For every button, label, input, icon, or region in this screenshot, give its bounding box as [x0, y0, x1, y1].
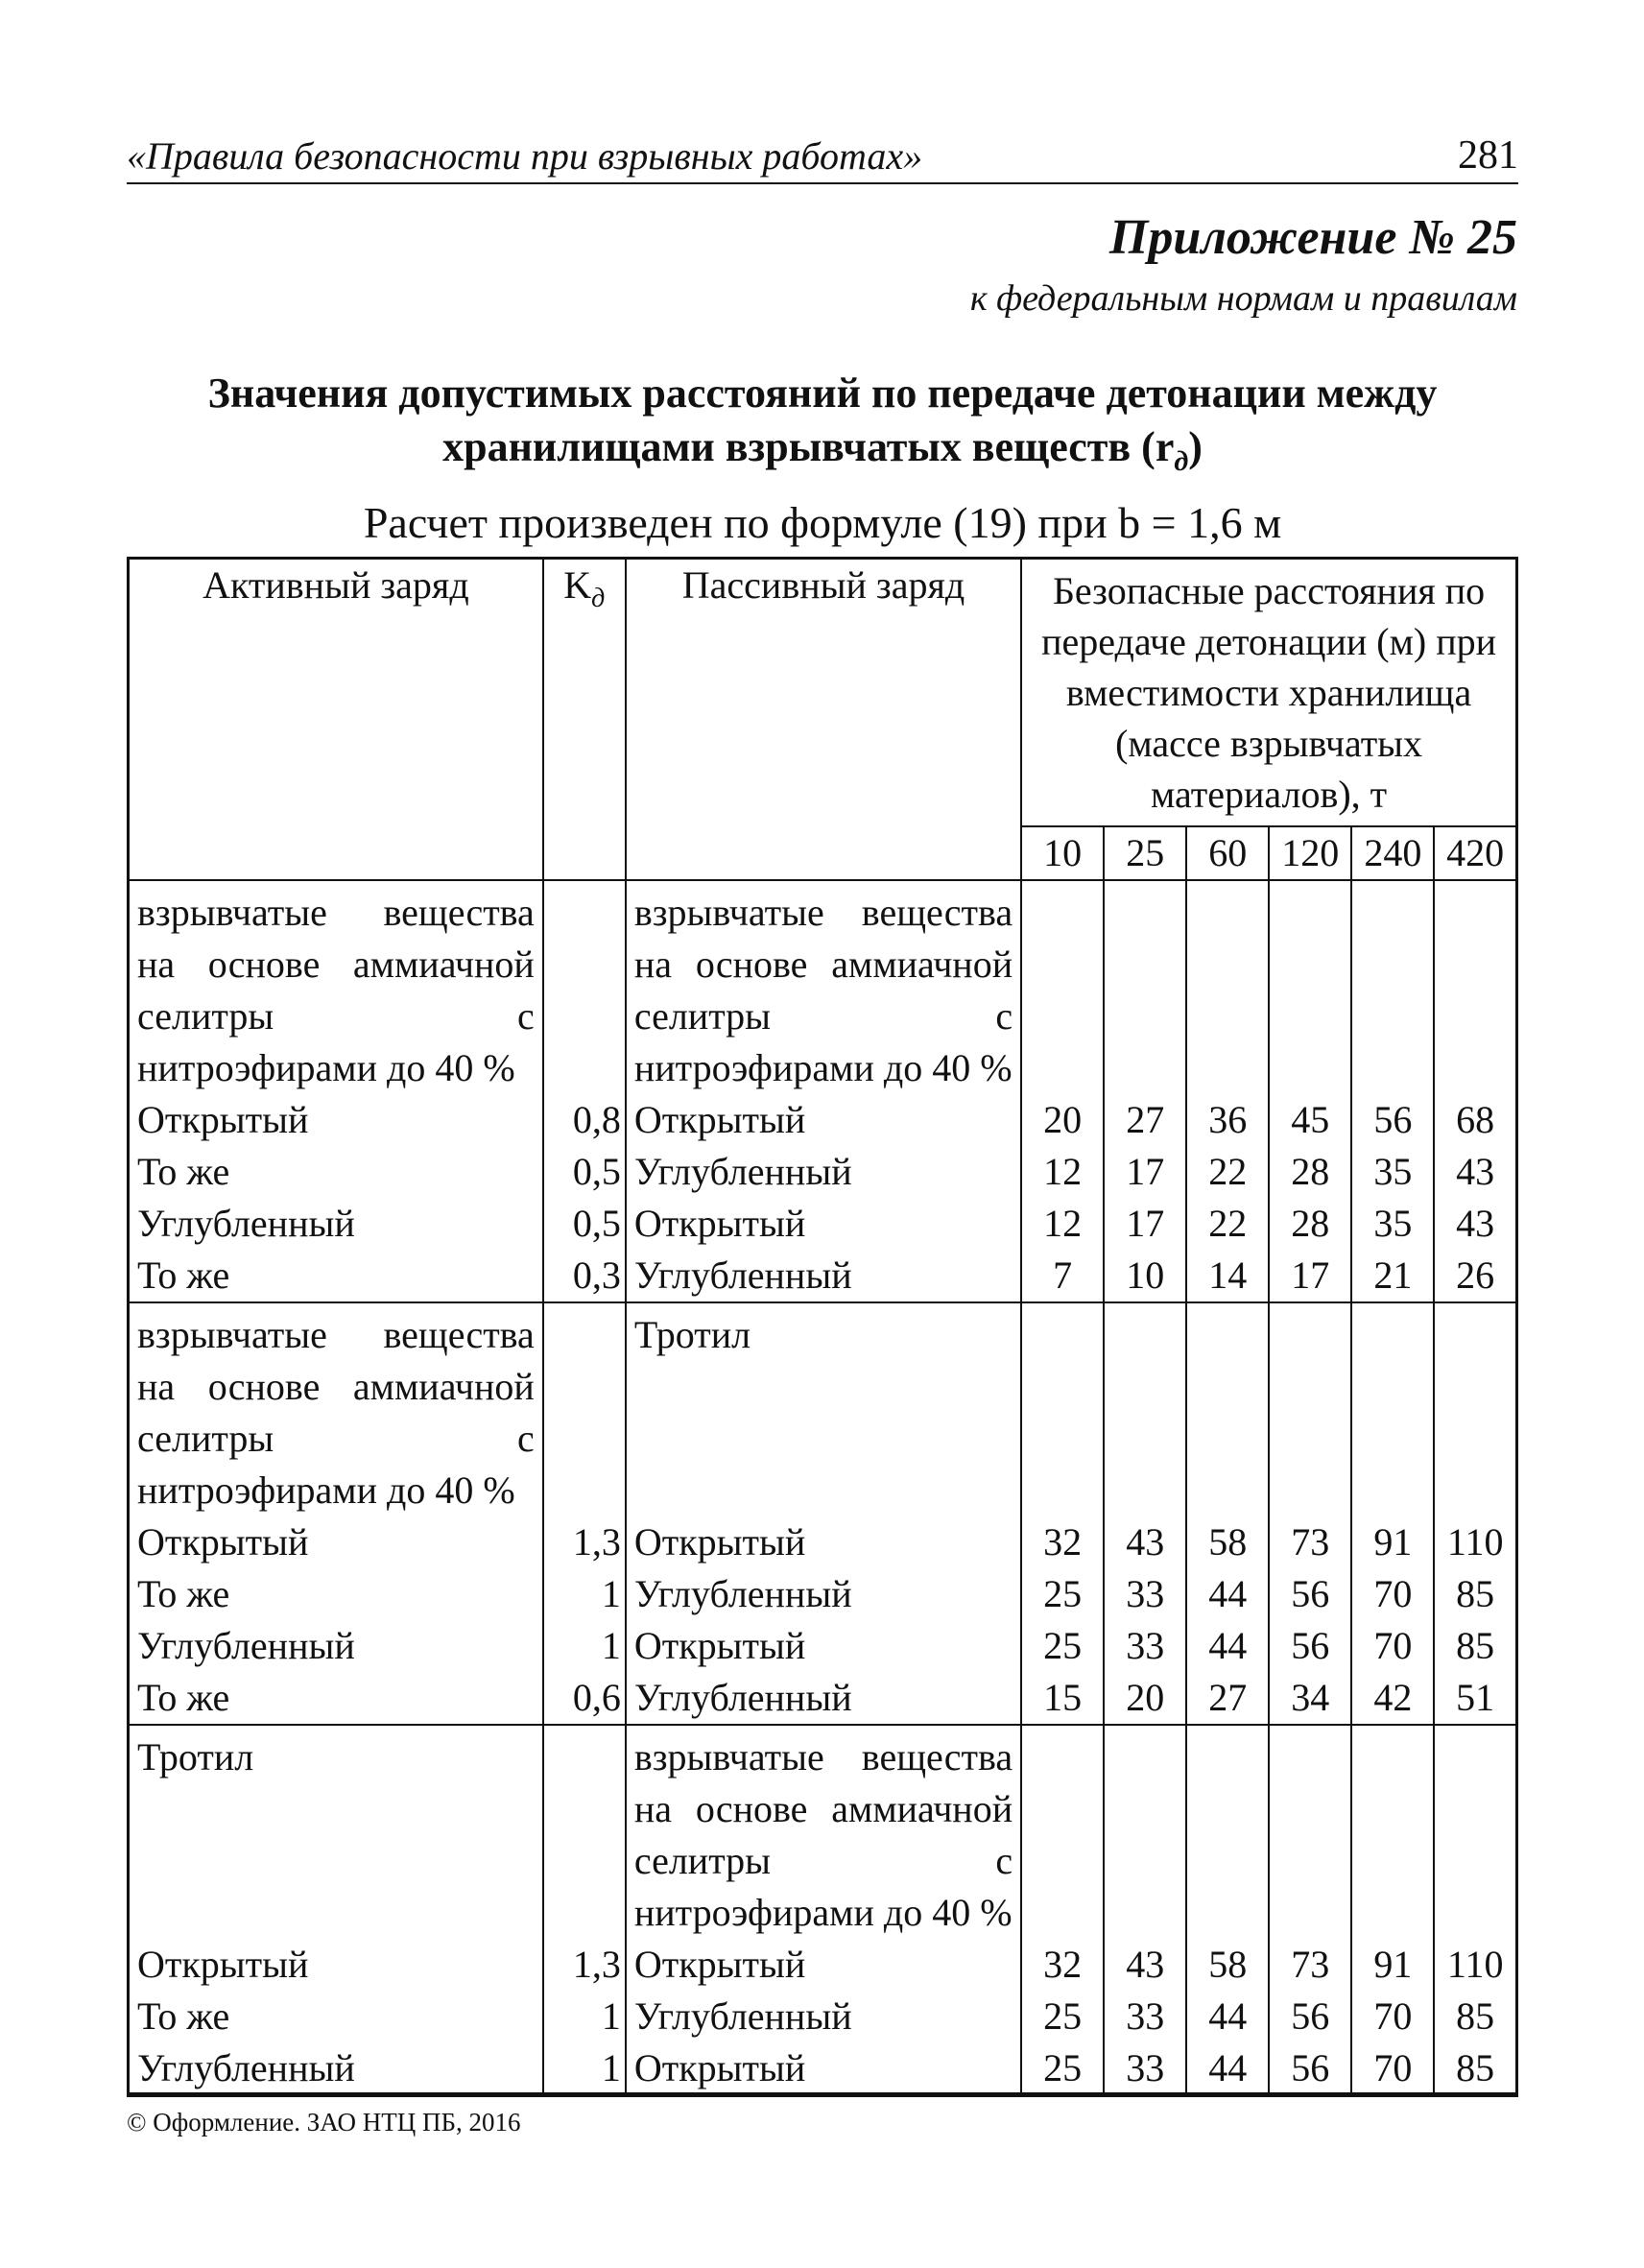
group-value-empty [1351, 1725, 1434, 1939]
distance-value: 56 [1269, 1991, 1351, 2042]
distance-value: 43 [1434, 1146, 1516, 1198]
group-value-empty [1351, 880, 1434, 1094]
distance-value: 44 [1186, 2042, 1269, 2096]
group-value-empty [1434, 1302, 1516, 1516]
distance-value: 20 [1104, 1672, 1186, 1725]
distance-value: 17 [1104, 1198, 1186, 1250]
table-row [129, 1991, 1517, 2042]
distance-value: 36 [1186, 1094, 1269, 1146]
k-coefficient: 0,5 [543, 1198, 626, 1250]
group-active-label: взрывчатые вещества на основе аммиачной селитры с нитроэфирами до 40 % [129, 880, 543, 1094]
k-coefficient: 1 [543, 1568, 626, 1620]
running-title: «Правила безопасности при взрывных работах» [127, 134, 923, 178]
title-close-paren: ) [1188, 423, 1203, 470]
header-safe-distances: Безопасные расстояния по передаче детонации (м) при вместимости хранилища (массе взрывчатых материалов), т [1021, 559, 1516, 827]
group-value-empty [1021, 880, 1104, 1094]
distance-value: 33 [1104, 1568, 1186, 1620]
table-row [129, 1250, 1517, 1302]
group-k-empty [543, 880, 626, 1094]
group-value-empty [1351, 1302, 1434, 1516]
distance-value: 73 [1269, 1939, 1351, 1991]
passive-storage-type: Углубленный [626, 1250, 1021, 1302]
header-capacity: 25 [1104, 826, 1186, 880]
distance-value: 91 [1351, 1939, 1434, 1991]
title-subscript: д [1174, 444, 1189, 477]
header-capacity: 120 [1269, 826, 1351, 880]
k-coefficient: 0,6 [543, 1672, 626, 1725]
passive-storage-type: Углубленный [626, 1568, 1021, 1620]
distance-value: 35 [1351, 1146, 1434, 1198]
distance-value: 70 [1351, 1620, 1434, 1672]
distance-value: 44 [1186, 1620, 1269, 1672]
distance-value: 56 [1269, 1620, 1351, 1672]
group-value-empty [1186, 880, 1269, 1094]
distance-value: 43 [1104, 1516, 1186, 1568]
distance-value: 15 [1021, 1672, 1104, 1725]
distance-value: 17 [1269, 1250, 1351, 1302]
group-value-empty [1021, 1302, 1104, 1516]
passive-storage-type: Углубленный [626, 1991, 1021, 2042]
distance-value: 12 [1021, 1198, 1104, 1250]
active-storage-type: Открытый [129, 1094, 543, 1146]
active-storage-type: Открытый [129, 1939, 543, 1991]
distance-value: 33 [1104, 1620, 1186, 1672]
active-storage-type: Открытый [129, 1516, 543, 1568]
active-storage-type: То же [129, 1250, 543, 1302]
header-capacity: 240 [1351, 826, 1434, 880]
active-storage-type: То же [129, 1991, 543, 2042]
distance-value: 70 [1351, 2042, 1434, 2096]
table-row [129, 1620, 1517, 1672]
distance-value: 35 [1351, 1198, 1434, 1250]
group-passive-label: взрывчатые вещества на основе аммиачной селитры с нитроэфирами до 40 % [626, 1725, 1021, 1939]
group-value-empty [1269, 880, 1351, 1094]
distance-value: 68 [1434, 1094, 1516, 1146]
table-row [129, 1516, 1517, 1568]
distance-value: 56 [1269, 2042, 1351, 2096]
k-coefficient: 0,5 [543, 1146, 626, 1198]
table-row [129, 2042, 1517, 2096]
distance-value: 43 [1104, 1939, 1186, 1991]
active-storage-type: Углубленный [129, 1620, 543, 1672]
active-storage-type: То же [129, 1146, 543, 1198]
header-capacity: 60 [1186, 826, 1269, 880]
k-coefficient: 1 [543, 2042, 626, 2096]
appendix-number: Приложение № 25 [1108, 210, 1517, 265]
distance-value: 85 [1434, 1991, 1516, 2042]
header-row [129, 559, 1517, 827]
title-line-2-text: хранилищами взрывчатых веществ (r [442, 423, 1175, 470]
distance-value: 32 [1021, 1939, 1104, 1991]
passive-storage-type: Открытый [626, 1620, 1021, 1672]
distance-value: 85 [1434, 1568, 1516, 1620]
active-storage-type: Углубленный [129, 2042, 543, 2096]
distance-value: 26 [1434, 1250, 1516, 1302]
header-k-letter: K [563, 563, 592, 607]
distance-value: 33 [1104, 2042, 1186, 2096]
distance-value: 91 [1351, 1516, 1434, 1568]
distance-value: 34 [1269, 1672, 1351, 1725]
distance-value: 25 [1021, 1568, 1104, 1620]
table-row [129, 1094, 1517, 1146]
header-k [543, 559, 626, 881]
distance-value: 85 [1434, 2042, 1516, 2096]
group-k-empty [543, 1725, 626, 1939]
table-row [129, 1568, 1517, 1620]
group-passive-label: Тротил [626, 1302, 1021, 1516]
group-value-empty [1104, 1725, 1186, 1939]
distance-value: 73 [1269, 1516, 1351, 1568]
group-value-empty [1104, 880, 1186, 1094]
group-label-row [129, 1725, 1517, 1939]
distance-value: 43 [1434, 1198, 1516, 1250]
distance-value: 10 [1104, 1250, 1186, 1302]
distance-value: 27 [1186, 1672, 1269, 1725]
passive-storage-type: Углубленный [626, 1672, 1021, 1725]
group-active-label: Тротил [129, 1725, 543, 1939]
header-capacity: 420 [1434, 826, 1516, 880]
distance-value: 110 [1434, 1939, 1516, 1991]
distance-value: 45 [1269, 1094, 1351, 1146]
table-row [129, 1672, 1517, 1725]
distance-value: 85 [1434, 1620, 1516, 1672]
group-value-empty [1434, 880, 1516, 1094]
group-value-empty [1434, 1725, 1516, 1939]
distance-value: 25 [1021, 1620, 1104, 1672]
passive-storage-type: Углубленный [626, 1146, 1021, 1198]
distance-value: 28 [1269, 1146, 1351, 1198]
distance-value: 14 [1186, 1250, 1269, 1302]
document-title [127, 367, 1518, 489]
distance-value: 70 [1351, 1568, 1434, 1620]
formula-note: Расчет произведен по формуле (19) при b = 1,6 м [363, 498, 1282, 547]
header-k-subscript: д [591, 584, 606, 613]
table-row [129, 1146, 1517, 1198]
distance-value: 42 [1351, 1672, 1434, 1725]
distance-value: 51 [1434, 1672, 1516, 1725]
k-coefficient: 1 [543, 1991, 626, 2042]
footer-copyright: © Оформление. ЗАО НТЦ ПБ, 2016 [127, 2092, 1518, 2137]
distance-value: 21 [1351, 1250, 1434, 1302]
group-passive-label: взрывчатые вещества на основе аммиачной селитры с нитроэфирами до 40 % [626, 880, 1021, 1094]
group-value-empty [1186, 1302, 1269, 1516]
header-capacity: 10 [1021, 826, 1104, 880]
table-row [129, 1198, 1517, 1250]
distance-value: 58 [1186, 1939, 1269, 1991]
distance-value: 22 [1186, 1198, 1269, 1250]
distance-value: 7 [1021, 1250, 1104, 1302]
running-header [127, 132, 1518, 184]
group-label-row [129, 880, 1517, 1094]
appendix-subtitle: к федеральным нормам и правилам [969, 278, 1517, 319]
group-active-label: взрывчатые вещества на основе аммиачной селитры с нитроэфирами до 40 % [129, 1302, 543, 1516]
page-number: 281 [1458, 133, 1518, 178]
distance-value: 12 [1021, 1146, 1104, 1198]
group-k-empty [543, 1302, 626, 1516]
passive-storage-type: Открытый [626, 1094, 1021, 1146]
header-active-charge: Активный заряд [129, 559, 543, 881]
title-line-1: Значения допустимых расстояний по передаче детонации между [207, 370, 1438, 417]
distance-value: 25 [1021, 2042, 1104, 2096]
distance-value: 27 [1104, 1094, 1186, 1146]
header-passive-charge: Пассивный заряд [626, 559, 1021, 881]
table-row [129, 1939, 1517, 1991]
active-storage-type: Углубленный [129, 1198, 543, 1250]
passive-storage-type: Открытый [626, 1516, 1021, 1568]
distance-value: 110 [1434, 1516, 1516, 1568]
distance-value: 32 [1021, 1516, 1104, 1568]
active-storage-type: То же [129, 1672, 543, 1725]
group-value-empty [1021, 1725, 1104, 1939]
group-value-empty [1269, 1725, 1351, 1939]
distances-table [127, 557, 1518, 2097]
group-label-row [129, 1302, 1517, 1516]
group-value-empty [1186, 1725, 1269, 1939]
k-coefficient: 1 [543, 1620, 626, 1672]
distance-value: 44 [1186, 1568, 1269, 1620]
distance-value: 25 [1021, 1991, 1104, 2042]
distance-value: 56 [1351, 1094, 1434, 1146]
group-value-empty [1104, 1302, 1186, 1516]
passive-storage-type: Открытый [626, 1939, 1021, 1991]
distance-value: 20 [1021, 1094, 1104, 1146]
group-value-empty [1269, 1302, 1351, 1516]
distance-value: 56 [1269, 1568, 1351, 1620]
k-coefficient: 1,3 [543, 1516, 626, 1568]
k-coefficient: 0,8 [543, 1094, 626, 1146]
distance-value: 44 [1186, 1991, 1269, 2042]
title-line-2 [127, 420, 1518, 489]
appendix-block [970, 209, 1517, 320]
k-coefficient: 1,3 [543, 1939, 626, 1991]
distance-value: 70 [1351, 1991, 1434, 2042]
active-storage-type: То же [129, 1568, 543, 1620]
distance-value: 58 [1186, 1516, 1269, 1568]
k-coefficient: 0,3 [543, 1250, 626, 1302]
passive-storage-type: Открытый [626, 1198, 1021, 1250]
passive-storage-type: Открытый [626, 2042, 1021, 2096]
distance-value: 33 [1104, 1991, 1186, 2042]
distance-value: 17 [1104, 1146, 1186, 1198]
distance-value: 28 [1269, 1198, 1351, 1250]
distance-value: 22 [1186, 1146, 1269, 1198]
